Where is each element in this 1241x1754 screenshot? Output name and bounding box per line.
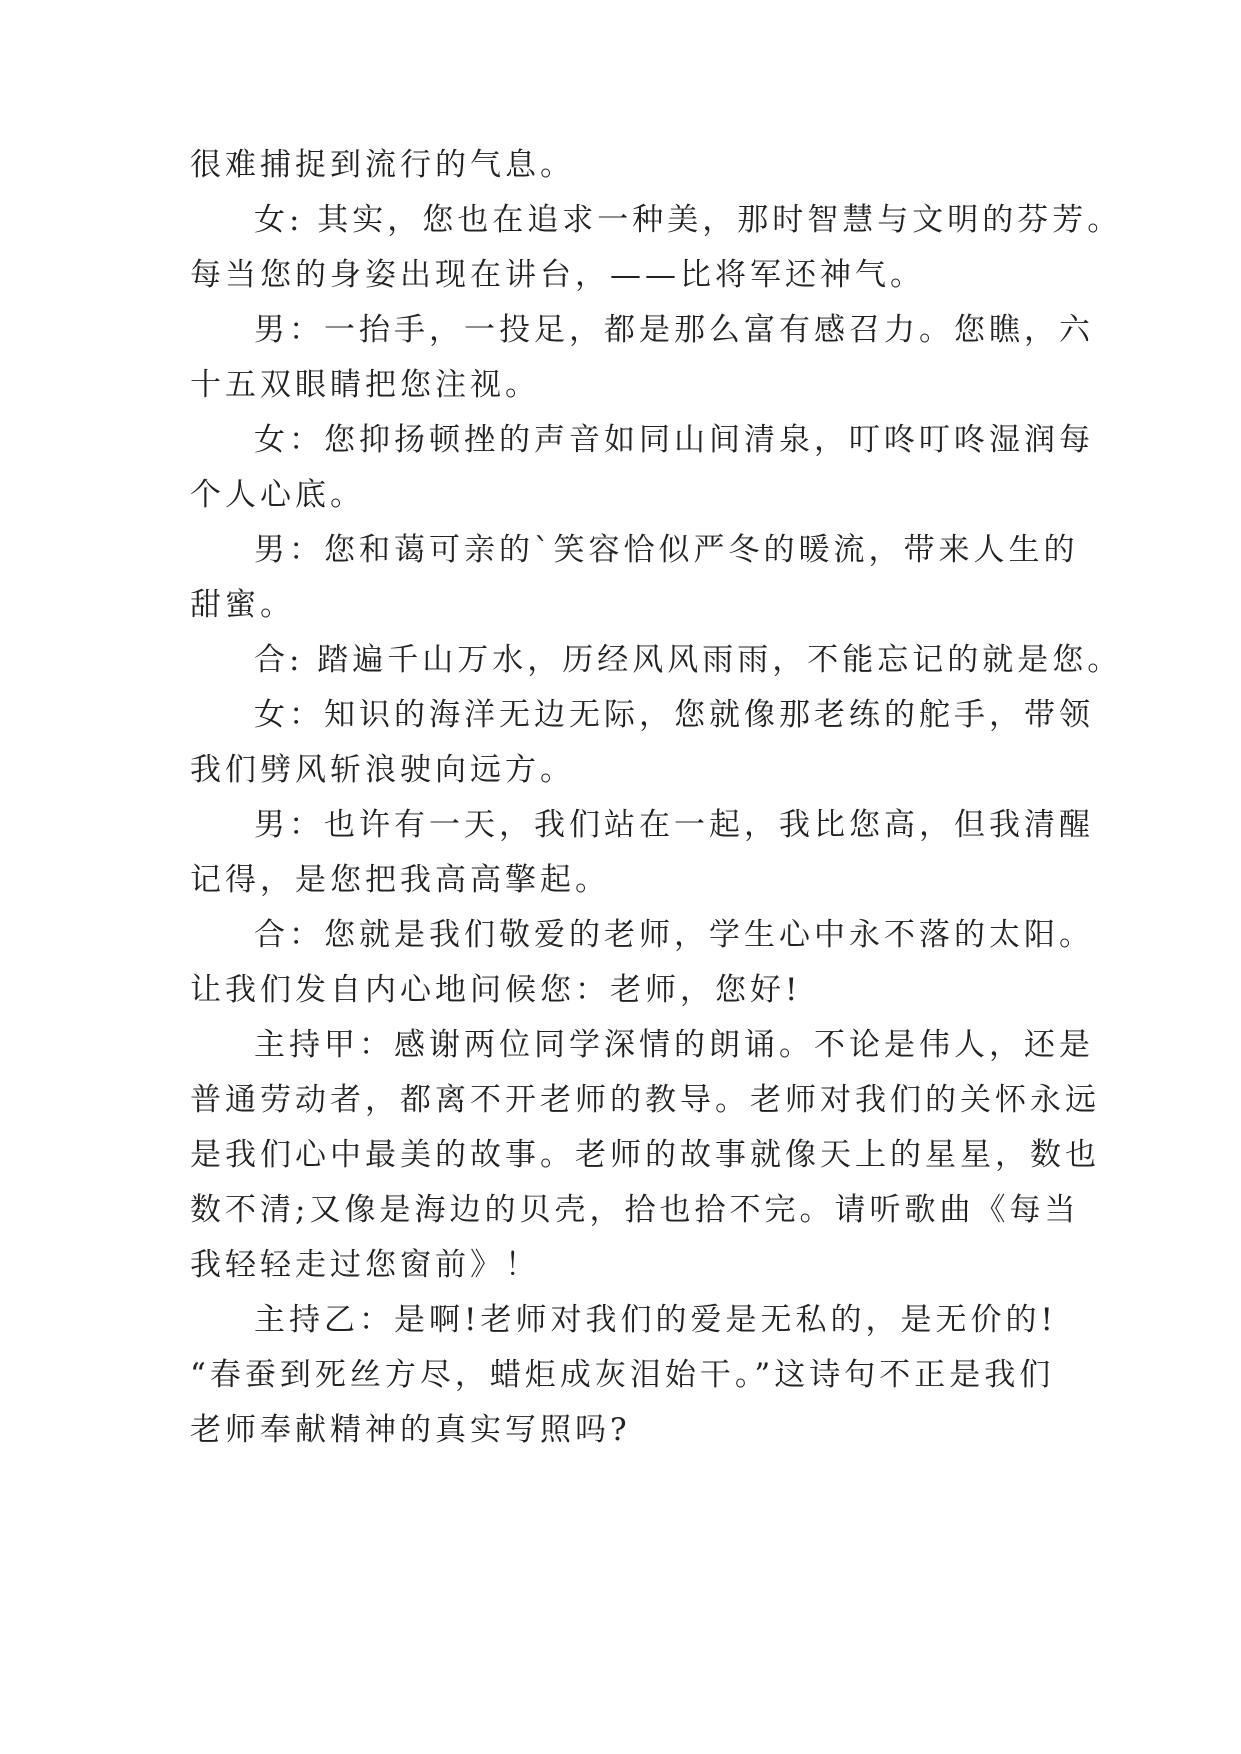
- text-line: 十五双眼睛把您注视。: [190, 367, 540, 403]
- text-line: 主持乙：是啊!老师对我们的爱是无私的，是无价的!: [254, 1302, 1057, 1338]
- text-line: 是我们心中最美的故事。老师的故事就像天上的星星，数也: [190, 1137, 1100, 1173]
- text-line: 女：知识的海洋无边无际，您就像那老练的舵手，带领: [254, 697, 1094, 733]
- text-line: 主持甲：感谢两位同学深情的朗诵。不论是伟人，还是: [254, 1027, 1094, 1063]
- text-line: 记得，是您把我高高擎起。: [190, 862, 610, 898]
- text-line: 女: 其实，您也在追求一种美，那时智慧与文明的芬芳。: [254, 202, 1123, 238]
- text-line: 让我们发自内心地问候您：老师，您好!: [190, 972, 802, 1008]
- text-line: 女：您抑扬顿挫的声音如同山间清泉，叮咚叮咚湿润每: [254, 422, 1094, 458]
- text-line: 普通劳动者，都离不开老师的教导。老师对我们的关怀永远: [190, 1082, 1100, 1118]
- text-line: 男：一抬手，一投足，都是那么富有感召力。您瞧，六: [254, 312, 1094, 348]
- text-line: 很难捕捉到流行的气息。: [190, 147, 575, 183]
- text-line: 男：也许有一天，我们站在一起，我比您高，但我清醒: [254, 807, 1094, 843]
- text-line: 合: 踏遍千山万水，历经风风雨雨，不能忘记的就是您。: [254, 642, 1123, 678]
- text-line: 男：您和蔼可亲的`笑容恰似严冬的暖流，带来人生的: [254, 532, 1079, 568]
- text-line: 个人心底。: [190, 477, 365, 513]
- text-line: 每当您的身姿出现在讲台，——比将军还神气。: [190, 257, 925, 293]
- text-line: “春蚕到死丝方尽，蜡炬成灰泪始干。”这诗句不正是我们: [190, 1357, 1055, 1393]
- text-line: 我轻轻走过您窗前》！: [190, 1247, 540, 1283]
- text-line: 甜蜜。: [190, 587, 295, 623]
- text-line: 合：您就是我们敬爱的老师，学生心中永不落的太阳。: [254, 917, 1094, 953]
- text-line: 老师奉献精神的真实写照吗?: [190, 1412, 631, 1448]
- text-line: 我们劈风斩浪驶向远方。: [190, 752, 575, 788]
- text-line: 数不清;又像是海边的贝壳，拾也拾不完。请听歌曲《每当: [190, 1192, 1080, 1228]
